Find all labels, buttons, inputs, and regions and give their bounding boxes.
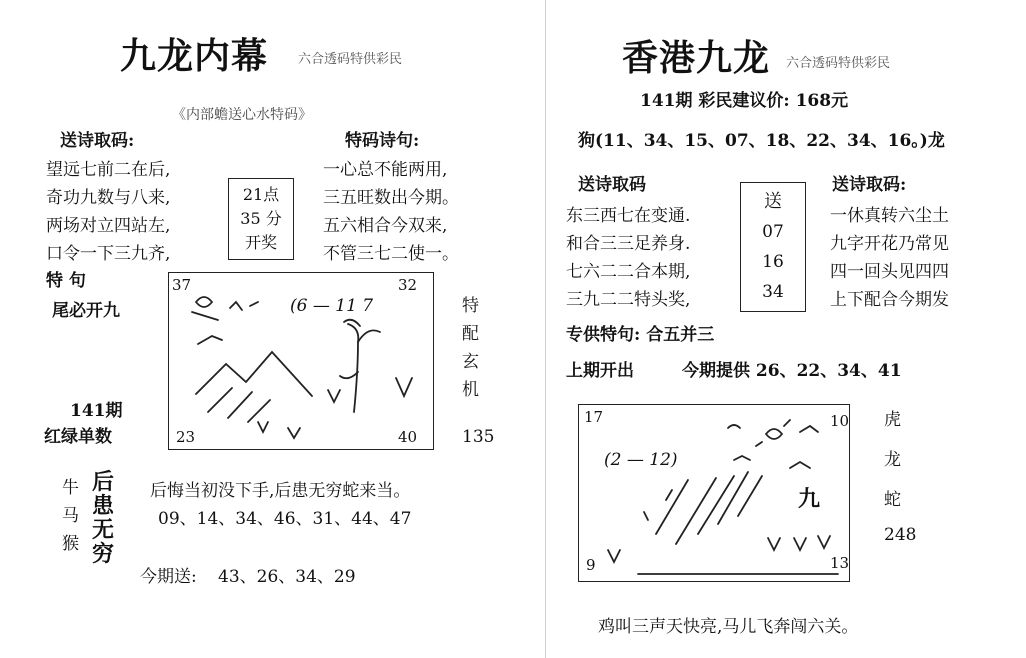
left-poem-b-label: 特码诗句: (345, 131, 420, 151)
left-numbers: 09、14、34、46、31、44、47 (158, 509, 412, 529)
zodiac-char: 马 (62, 506, 79, 526)
right-bottom-verse: 鸡叫三声天快亮,马儿飞奔闯六关。 (598, 617, 859, 637)
right-side-number: 248 (884, 525, 917, 545)
poem-line: 七六二二合本期, (566, 262, 691, 282)
side-char: 配 (462, 324, 479, 344)
right-poem-b (830, 202, 949, 314)
right-provide-line: 今期提供 26、22、34、41 (682, 361, 902, 381)
right-poem-b-label: 送诗取码: (832, 175, 907, 195)
right-corner-br: 13 (830, 554, 850, 572)
side-char: 机 (462, 380, 479, 400)
zodiac-char: 牛 (62, 478, 79, 498)
left-big-chars (92, 470, 114, 566)
left-note: 《内部蟾送心水特码》 (172, 107, 312, 123)
poem-line: 两场对立四站左, (46, 216, 171, 236)
left-corner-tl: 37 (172, 276, 192, 294)
poem-line: 口令一下三九齐, (46, 244, 171, 264)
right-poem-a (566, 202, 690, 314)
right-title: 香港九龙 (622, 37, 771, 79)
poem-line: 一心总不能两用, (323, 160, 448, 180)
right-send-box (740, 182, 806, 312)
right-sketch-text: (2 — 12) (604, 450, 678, 470)
poem-line: 三九二二特头奖, (566, 290, 691, 310)
big-char: 无 (92, 517, 115, 543)
right-side-vertical (884, 400, 901, 520)
send-box-item: 07 (762, 222, 784, 242)
poem-line: 奇功九数与八来, (46, 188, 171, 208)
right-corner-tl: 17 (584, 408, 604, 426)
left-period: 141期 (70, 401, 123, 421)
side-char: 玄 (462, 352, 479, 372)
left-special-label: 特 句 (46, 271, 86, 291)
right-last-label: 上期开出 (566, 361, 634, 381)
time-box-line: 21点 (242, 185, 280, 204)
send-box-item: 16 (762, 252, 784, 272)
side-char: 蛇 (884, 490, 901, 510)
poem-line: 一休真转六尘土 (830, 206, 949, 226)
left-zodiac (62, 474, 79, 558)
left-side-number: 135 (462, 427, 495, 447)
left-corner-tr: 32 (398, 276, 418, 294)
poem-line: 东三西七在变通. (566, 206, 691, 226)
poem-line: 和合三三足养身. (566, 234, 691, 254)
left-special-text: 尾必开九 (52, 301, 120, 321)
left-title: 九龙内幕 (120, 35, 269, 77)
poem-line: 不管三七二使一。 (323, 244, 459, 264)
poem-line: 四一回头见四四 (830, 262, 949, 282)
left-corner-bl: 23 (176, 428, 196, 446)
left-poem-b (323, 156, 459, 268)
zodiac-char: 猴 (62, 534, 79, 554)
left-time-box (228, 178, 294, 260)
side-char: 龙 (884, 450, 901, 470)
left-subtitle: 六合透码特供彩民 (298, 52, 403, 67)
time-box-line: 35 分 (240, 209, 282, 228)
right-poem-a-label: 送诗取码 (578, 175, 646, 195)
right-dog-line: 狗(11、34、15、07、18、22、34、16。)龙 (578, 131, 945, 151)
side-char: 特 (462, 296, 479, 316)
right-subtitle: 六合透码特供彩民 (786, 56, 891, 71)
right-special-line: 专供特句: 合五并三 (566, 325, 715, 345)
time-box-line: 开奖 (244, 233, 277, 252)
right-corner-tr: 10 (830, 412, 850, 430)
big-char: 后 (92, 469, 115, 495)
send-box-item: 送 (764, 191, 782, 212)
poem-line: 五六相合今双来, (323, 216, 448, 236)
right-sketch-char: 九 (798, 486, 821, 512)
right-price-line: 141期 彩民建议价: 168元 (640, 91, 849, 111)
poem-line: 九字开花乃常见 (830, 234, 949, 254)
left-send-label: 今期送: (140, 567, 197, 587)
left-side-vertical (462, 292, 479, 404)
right-sketch-drawing (578, 404, 848, 580)
side-char: 虎 (884, 410, 901, 430)
left-verse: 后悔当初没下手,后患无穷蛇来当。 (150, 481, 411, 501)
poem-line: 三五旺数出今期。 (323, 188, 459, 208)
left-send-numbers: 43、26、34、29 (218, 567, 356, 587)
right-corner-bl: 9 (586, 556, 596, 574)
left-sketch-text: (6 — 11 7 (290, 296, 374, 316)
left-corner-br: 40 (398, 428, 418, 446)
panel-divider (545, 0, 546, 658)
big-char: 患 (92, 493, 115, 519)
left-poem-a-label: 送诗取码: (60, 131, 135, 151)
send-box-item: 34 (762, 282, 784, 302)
left-poem-a (46, 156, 170, 268)
poem-line: 望远七前二在后, (46, 160, 171, 180)
left-period-sub: 红绿单数 (44, 427, 112, 447)
left-sketch-drawing (168, 272, 432, 448)
big-char: 穷 (92, 541, 115, 567)
poem-line: 上下配合今期发 (830, 290, 949, 310)
